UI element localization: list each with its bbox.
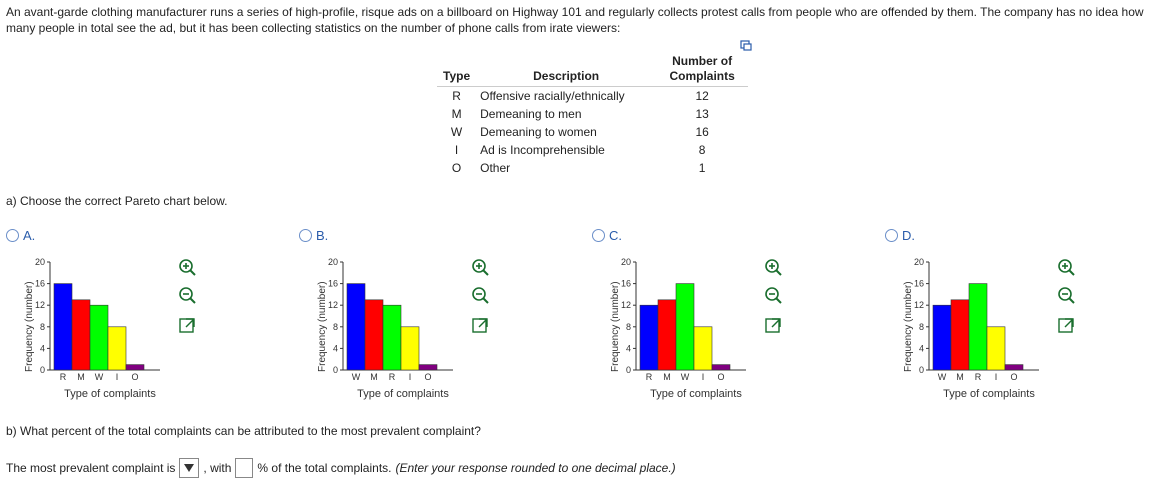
answer-with: , with: [203, 461, 232, 475]
table-row: [437, 87, 748, 106]
row-description: Other: [480, 161, 511, 175]
y-tick-label: 16: [913, 278, 924, 289]
complaint-dropdown[interactable]: [179, 458, 199, 478]
bar-w: [676, 284, 694, 370]
answer-hint: (Enter your response rounded to one decimal place.): [395, 461, 676, 475]
row-type: W: [450, 125, 463, 139]
bar-i: [987, 327, 1005, 370]
radio-button[interactable]: [6, 229, 19, 242]
table-row: [437, 141, 748, 159]
bar-w: [347, 284, 365, 370]
y-tick-label: 20: [34, 257, 45, 267]
zoom-in-icon[interactable]: [178, 258, 196, 276]
bar-o: [712, 365, 730, 370]
expand-icon[interactable]: [471, 316, 489, 334]
x-tick-label: I: [701, 372, 705, 382]
x-tick-label: M: [663, 372, 671, 382]
x-tick-label: M: [370, 372, 378, 382]
expand-icon[interactable]: [178, 316, 196, 334]
row-description: Demeaning to women: [480, 125, 597, 139]
bar-i: [108, 327, 126, 370]
part-a-prompt: a) Choose the correct Pareto chart below.: [6, 194, 228, 208]
y-axis-label: Frequency (number): [24, 281, 35, 372]
y-tick-label: 12: [620, 300, 631, 311]
x-tick-label: I: [994, 372, 998, 382]
bar-m: [951, 300, 969, 370]
x-tick-label: O: [1010, 372, 1018, 382]
bar-r: [54, 284, 72, 370]
row-type: R: [452, 89, 461, 103]
row-description: Demeaning to men: [480, 107, 582, 121]
y-tick-label: 8: [625, 321, 631, 332]
x-tick-label: W: [937, 372, 947, 382]
y-tick-label: 8: [332, 321, 338, 332]
answer-line: [6, 458, 676, 478]
zoom-in-icon[interactable]: [1057, 258, 1075, 276]
x-tick-label: R: [974, 372, 982, 382]
radio-button[interactable]: [592, 229, 605, 242]
problem-statement: An avant-garde clothing manufacturer runs a series of high-profile, risque ads on a billboard on Highway 101 and regularly collects protest calls from people who are offended by them. The company has no idea how many people in total see the ad, but it has been collecting statistics on the number of phone calls from irate viewers:: [6, 5, 1144, 35]
option-radio[interactable]: [592, 228, 622, 243]
x-tick-label: I: [115, 372, 119, 382]
y-tick-label: 0: [918, 365, 924, 375]
y-tick-label: 4: [332, 343, 338, 354]
y-tick-label: 20: [913, 257, 924, 267]
row-description: Ad is Incomprehensible: [480, 143, 605, 157]
table-row: [437, 159, 748, 177]
row-type: O: [451, 161, 462, 175]
header-description: Description: [533, 69, 600, 83]
bar-m: [658, 300, 676, 370]
bar-o: [126, 365, 144, 370]
y-tick-label: 4: [39, 343, 45, 354]
percent-input[interactable]: [235, 458, 253, 478]
radio-button[interactable]: [299, 229, 312, 242]
table-row: [437, 123, 748, 141]
y-axis-label: Frequency (number): [903, 281, 914, 372]
option-label: A.: [23, 228, 36, 243]
y-axis-label: Frequency (number): [610, 281, 621, 372]
y-axis-label: Frequency (number): [317, 281, 328, 372]
y-tick-label: 16: [620, 278, 631, 289]
y-tick-label: 4: [625, 343, 631, 354]
x-tick-label: R: [645, 372, 653, 382]
header-count: Number of Complaints: [669, 54, 735, 83]
bar-m: [365, 300, 383, 370]
y-tick-label: 0: [625, 365, 631, 375]
row-count: 8: [698, 143, 706, 157]
bar-i: [694, 327, 712, 370]
pareto-chart: [909, 254, 1049, 394]
x-axis-title: Type of complaints: [357, 388, 449, 400]
radio-button[interactable]: [885, 229, 898, 242]
row-type: I: [454, 143, 459, 157]
option-label: B.: [316, 228, 329, 243]
bar-r: [383, 305, 401, 370]
option-radio[interactable]: [299, 228, 328, 243]
zoom-out-icon[interactable]: [1057, 286, 1075, 304]
row-count: 16: [695, 125, 709, 139]
x-tick-label: M: [956, 372, 964, 382]
x-axis-title: Type of complaints: [650, 388, 742, 400]
option-label: D.: [902, 228, 915, 243]
answer-prefix: The most prevalent complaint is: [6, 461, 176, 475]
x-tick-label: O: [131, 372, 139, 382]
complaints-table: [437, 52, 748, 177]
x-tick-label: R: [59, 372, 67, 382]
bar-i: [401, 327, 419, 370]
option-radio[interactable]: [885, 228, 915, 243]
bar-o: [419, 365, 437, 370]
row-type: M: [451, 107, 462, 121]
option-b: [299, 228, 589, 408]
x-tick-label: W: [94, 372, 104, 382]
dropdown-arrow-icon: [184, 464, 194, 472]
bar-r: [640, 305, 658, 370]
bar-w: [90, 305, 108, 370]
row-count: 1: [698, 161, 706, 175]
x-axis-title: Type of complaints: [943, 388, 1035, 400]
bar-r: [969, 284, 987, 370]
x-tick-label: M: [77, 372, 85, 382]
answer-suffix: % of the total complaints.: [257, 461, 392, 475]
x-tick-label: O: [424, 372, 432, 382]
option-c: [592, 228, 882, 408]
expand-icon[interactable]: [1057, 316, 1075, 334]
y-tick-label: 4: [918, 343, 924, 354]
pareto-chart: [616, 254, 756, 394]
x-tick-label: W: [680, 372, 690, 382]
row-count: 13: [695, 107, 709, 121]
copy-data-icon[interactable]: [740, 40, 752, 52]
x-tick-label: I: [408, 372, 412, 382]
y-tick-label: 20: [327, 257, 338, 267]
y-tick-label: 12: [34, 300, 45, 311]
zoom-out-icon[interactable]: [471, 286, 489, 304]
y-tick-label: 8: [918, 321, 924, 332]
y-tick-label: 0: [332, 365, 338, 375]
y-tick-label: 16: [34, 278, 45, 289]
x-tick-label: W: [351, 372, 361, 382]
bar-m: [72, 300, 90, 370]
option-a: [6, 228, 296, 408]
y-tick-label: 12: [913, 300, 924, 311]
pareto-chart: [30, 254, 170, 394]
option-radio[interactable]: [6, 228, 35, 243]
y-tick-label: 0: [39, 365, 45, 375]
table-row: [437, 105, 748, 123]
option-d: [885, 228, 1175, 408]
option-label: C.: [609, 228, 622, 243]
pareto-chart: [323, 254, 463, 394]
zoom-in-icon[interactable]: [764, 258, 782, 276]
y-tick-label: 8: [39, 321, 45, 332]
header-type: Type: [443, 69, 471, 83]
zoom-out-icon[interactable]: [178, 286, 196, 304]
bar-w: [933, 305, 951, 370]
row-count: 12: [695, 89, 709, 103]
zoom-out-icon[interactable]: [764, 286, 782, 304]
y-tick-label: 16: [327, 278, 338, 289]
x-tick-label: R: [388, 372, 396, 382]
row-description: Offensive racially/ethnically: [480, 89, 625, 103]
y-tick-label: 20: [620, 257, 631, 267]
bar-o: [1005, 365, 1023, 370]
x-axis-title: Type of complaints: [64, 388, 156, 400]
expand-icon[interactable]: [764, 316, 782, 334]
x-tick-label: O: [717, 372, 725, 382]
part-b-prompt: b) What percent of the total complaints can be attributed to the most prevalent complaint?: [6, 424, 481, 438]
zoom-in-icon[interactable]: [471, 258, 489, 276]
y-tick-label: 12: [327, 300, 338, 311]
